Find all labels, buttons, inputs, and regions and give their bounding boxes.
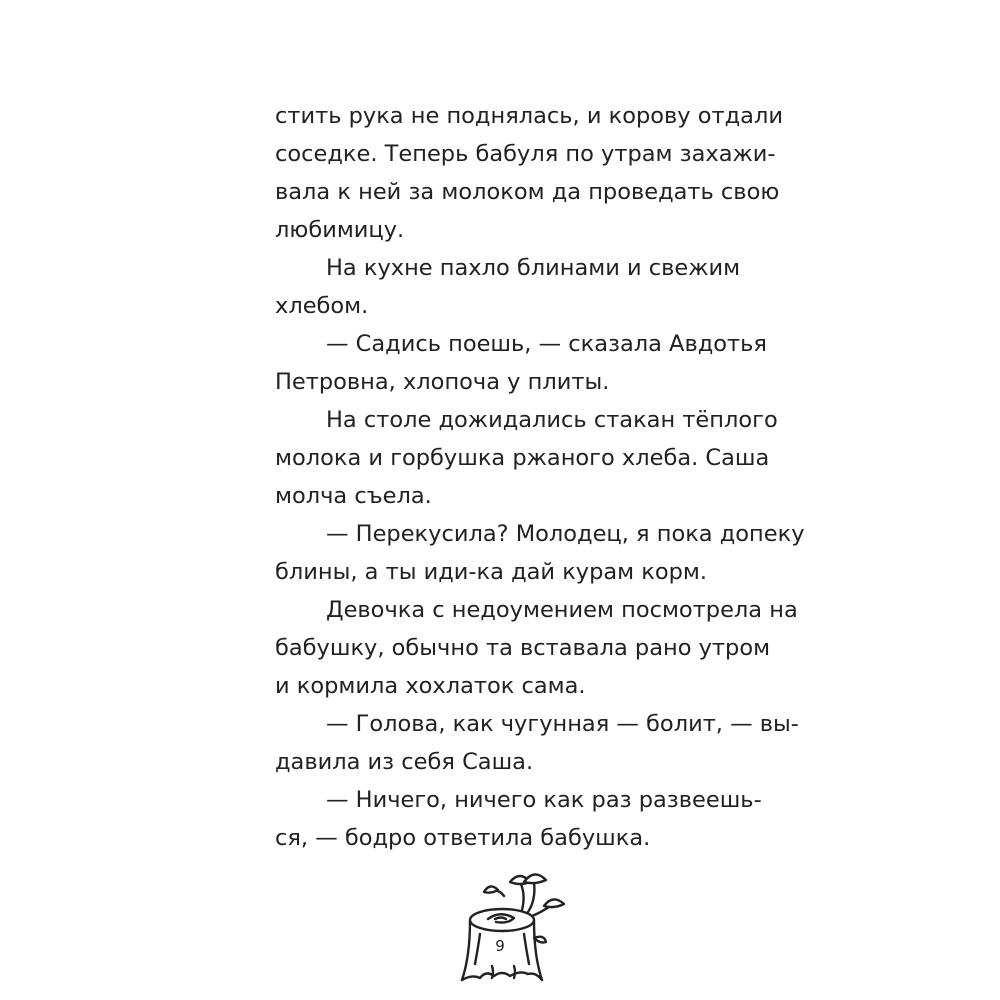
text-line: и кормила хохлаток сама. (275, 673, 586, 699)
text-line: вала к ней за молоком да проведать свою (275, 179, 780, 205)
text-line: — Ничего, ничего как раз развеешь- (326, 787, 762, 813)
text-line: молока и горбушка ржаного хлеба. Саша (275, 445, 770, 471)
text-line: молча съела. (275, 483, 432, 509)
text-line: любимицу. (275, 217, 405, 243)
text-line: соседке. Теперь бабуля по утрам захажи- (275, 141, 776, 167)
page-number: 9 (495, 937, 505, 955)
text-line: стить рука не поднялась, и корову отдали (275, 103, 783, 129)
text-line: — Перекусила? Молодец, я пока допеку (326, 521, 805, 547)
text-line: Петровна, хлопоча у плиты. (275, 369, 610, 395)
text-line: На кухне пахло блинами и свежим (326, 255, 741, 281)
text-line: ся, — бодро ответила бабушка. (275, 825, 651, 851)
text-line: Девочка с недоумением посмотрела на (326, 597, 798, 623)
text-line: давила из себя Саша. (275, 749, 534, 775)
text-line: На столе дожидались стакан тёплого (326, 407, 778, 433)
text-line: — Садись поешь, — сказала Авдотья (326, 331, 767, 357)
text-line: — Голова, как чугунная — болит, — вы- (326, 711, 799, 737)
text-line: блины, а ты иди-ка дай курам корм. (275, 559, 708, 585)
text-line: хлебом. (275, 293, 369, 319)
text-line: бабушку, обычно та вставала рано утром (275, 635, 771, 661)
stump-with-mushrooms-icon (448, 862, 578, 992)
